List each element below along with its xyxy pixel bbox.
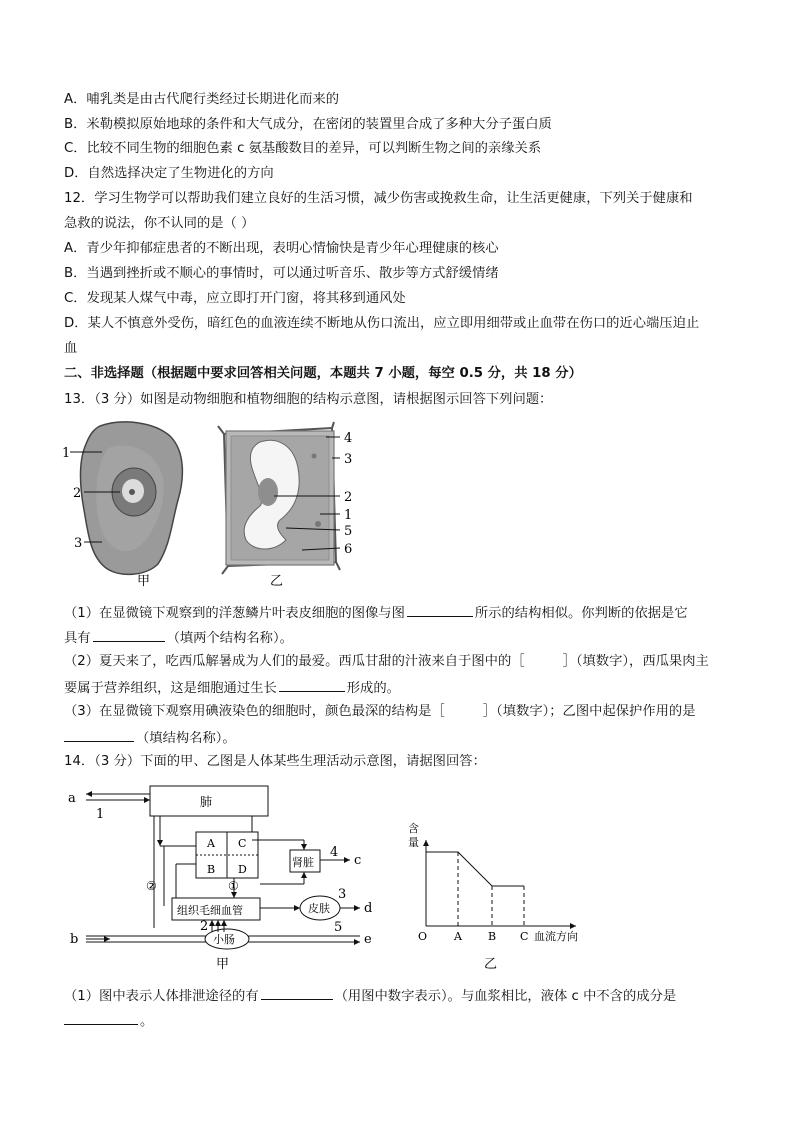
plant-figure-caption: 乙 [270,574,284,589]
q13-blank-structures[interactable] [93,628,165,642]
q13-part1-text-a: （1）在显微镜下观察到的洋葱鳞片叶表皮细胞的图像与图 [64,606,405,621]
plant-label-3: 3 [344,452,353,467]
q14-stem: 14．（3 分）下面的甲、乙图是人体某些生理活动示意图，请据图回答： [64,754,486,769]
animal-label-3: 3 [74,536,83,551]
heart-b: B [207,863,216,876]
plant-label-5: 5 [344,524,353,539]
q13-part2-text-a: （2）夏天来了，吃西瓜解暑成为人们的最爱。西瓜甘甜的汁液来自于图中的［ [64,654,525,669]
q12-option-b: B．当遇到挫折或不顺心的事情时，可以通过听音乐、散步等方式舒缓情绪 [64,266,499,281]
intestine-label: 小肠 [213,933,235,946]
graph-tick-b: B [488,930,497,943]
number-circle-1: ① [228,879,239,893]
q13-part1-text-b: 所示的结构相似。你判断的依据是它 [474,606,688,621]
q13-part1-text-c: 具有 [64,631,91,646]
q13-part2-text-b: ］（填数字），西瓜果肉主 [562,654,709,669]
q13-part1-line2 [64,628,293,648]
plant-label-1: 1 [344,508,353,523]
q11-option-a: A．哺乳类是由古代爬行类经过长期进化而来的 [64,92,340,107]
q13-part1-line1 [64,603,688,623]
q13-part2-text-d: 形成的。 [346,681,400,696]
q12-option-a: A．青少年抑郁症患者的不断出现，表明心情愉快是青少年心理健康的核心 [64,241,499,256]
physiology-diagram [64,780,384,972]
graph-tick-c: C [520,930,529,943]
letter-e: e [364,932,372,947]
graph-xlabel: 血流方向 [534,930,578,943]
graph-content-line [426,852,524,886]
content-graph [404,816,594,976]
q11-option-d: D．自然选择决定了生物进化的方向 [64,166,274,181]
skin-label: 皮肤 [308,902,330,915]
q13-blank-protective-structure[interactable] [64,728,134,742]
q11-option-c: C．比较不同生物的细胞色素 c 氨基酸数目的差异，可以判断生物之间的亲缘关系 [64,141,542,156]
physiology-caption: 甲 [216,957,230,972]
q13-part1-text-d: （填两个结构名称）。 [166,631,293,646]
q14-part1-text-b: （用图中数字表示）。与血浆相比，液体 c 中不含的成分是 [334,989,677,1004]
q14-part1-line2 [64,1011,153,1031]
q14-part1-text-c: 。 [140,1014,154,1029]
q13-blank-cell-process[interactable] [279,678,345,692]
section-heading: 二、非选择题（根据题中要求回答相关问题，本题共 7 小题，每空 0.5 分，共 18 分） [64,366,582,381]
q11-option-b: B．米勒模拟原始地球的条件和大气成分，在密闭的装置里合成了多种大分子蛋白质 [64,117,552,132]
letter-a: a [68,791,76,806]
q14-part1-text-a: （1）图中表示人体排泄途径的有 [64,989,259,1004]
heart-c: C [238,837,247,850]
capillary-label: 组织毛细血管 [177,904,243,917]
q14-blank-excretion[interactable] [261,986,333,1000]
animal-cell-figure [62,418,202,590]
number-1: 1 [96,807,105,822]
plant-label-4: 4 [344,431,353,446]
number-circle-2: ② [146,879,157,893]
q12-option-d-line2: 血 [64,341,78,356]
q14-part1-line1 [64,986,676,1006]
plant-label-2: 2 [344,490,353,505]
heart-d: D [238,863,247,876]
q13-part3-text-a: （3）在显微镜下观察用碘液染色的细胞时，颜色最深的结构是［ [64,704,445,719]
number-5: 5 [334,920,343,935]
letter-c: c [354,853,362,868]
number-3: 3 [338,887,347,902]
plant-label-6: 6 [344,542,353,557]
plant-cell-nucleus [258,478,278,506]
animal-figure-caption: 甲 [137,574,151,589]
q13-part3-line1 [64,703,696,721]
q13-part2-line1 [64,653,709,671]
q12-option-d-line1: D．某人不慎意外受伤，暗红色的血液连续不断地从伤口流出，应立即用细带或止血带在伤口的近心端压迫止 [64,316,700,331]
q13-part3-line2 [64,728,236,748]
lung-label: 肺 [200,795,213,809]
graph-tick-a: A [454,930,462,943]
q12-stem-line1: 12．学习生物学可以帮助我们建立良好的生活习惯，减少伤害或挽救生命，让生活更健康，下列关于健康和 [64,191,693,206]
number-4: 4 [330,845,339,860]
letter-d: d [364,901,373,916]
animal-label-2: 2 [73,486,82,501]
graph-caption: 乙 [484,957,498,972]
q12-stem-line2: 急救的说法，你不认同的是（ ） [64,216,255,231]
q13-stem: 13．（3 分）如图是动物细胞和植物细胞的结构示意图，请根据图示回答下列问题： [64,392,553,407]
q13-part2-text-c: 要属于营养组织，这是细胞通过生长 [64,681,277,696]
heart-a: A [207,837,215,850]
graph-origin: O [418,930,428,943]
q13-blank-figure[interactable] [407,603,473,617]
plant-cell-figure [214,416,374,590]
q12-option-c: C．发现某人煤气中毒，应立即打开门窗，将其移到通风处 [64,291,406,306]
q13-part3-text-c: （填结构名称）。 [136,731,236,746]
q13-part3-text-b: ］（填数字）；乙图中起保护作用的是 [482,704,696,719]
graph-ylabel-1: 含 [408,822,419,835]
q14-blank-component[interactable] [64,1011,138,1025]
letter-b: b [70,932,79,947]
number-2: 2 [200,919,209,934]
graph-ylabel-2: 量 [408,836,419,849]
kidney-label: 肾脏 [292,856,314,869]
q13-part2-line2 [64,678,400,698]
animal-label-1: 1 [62,446,71,461]
